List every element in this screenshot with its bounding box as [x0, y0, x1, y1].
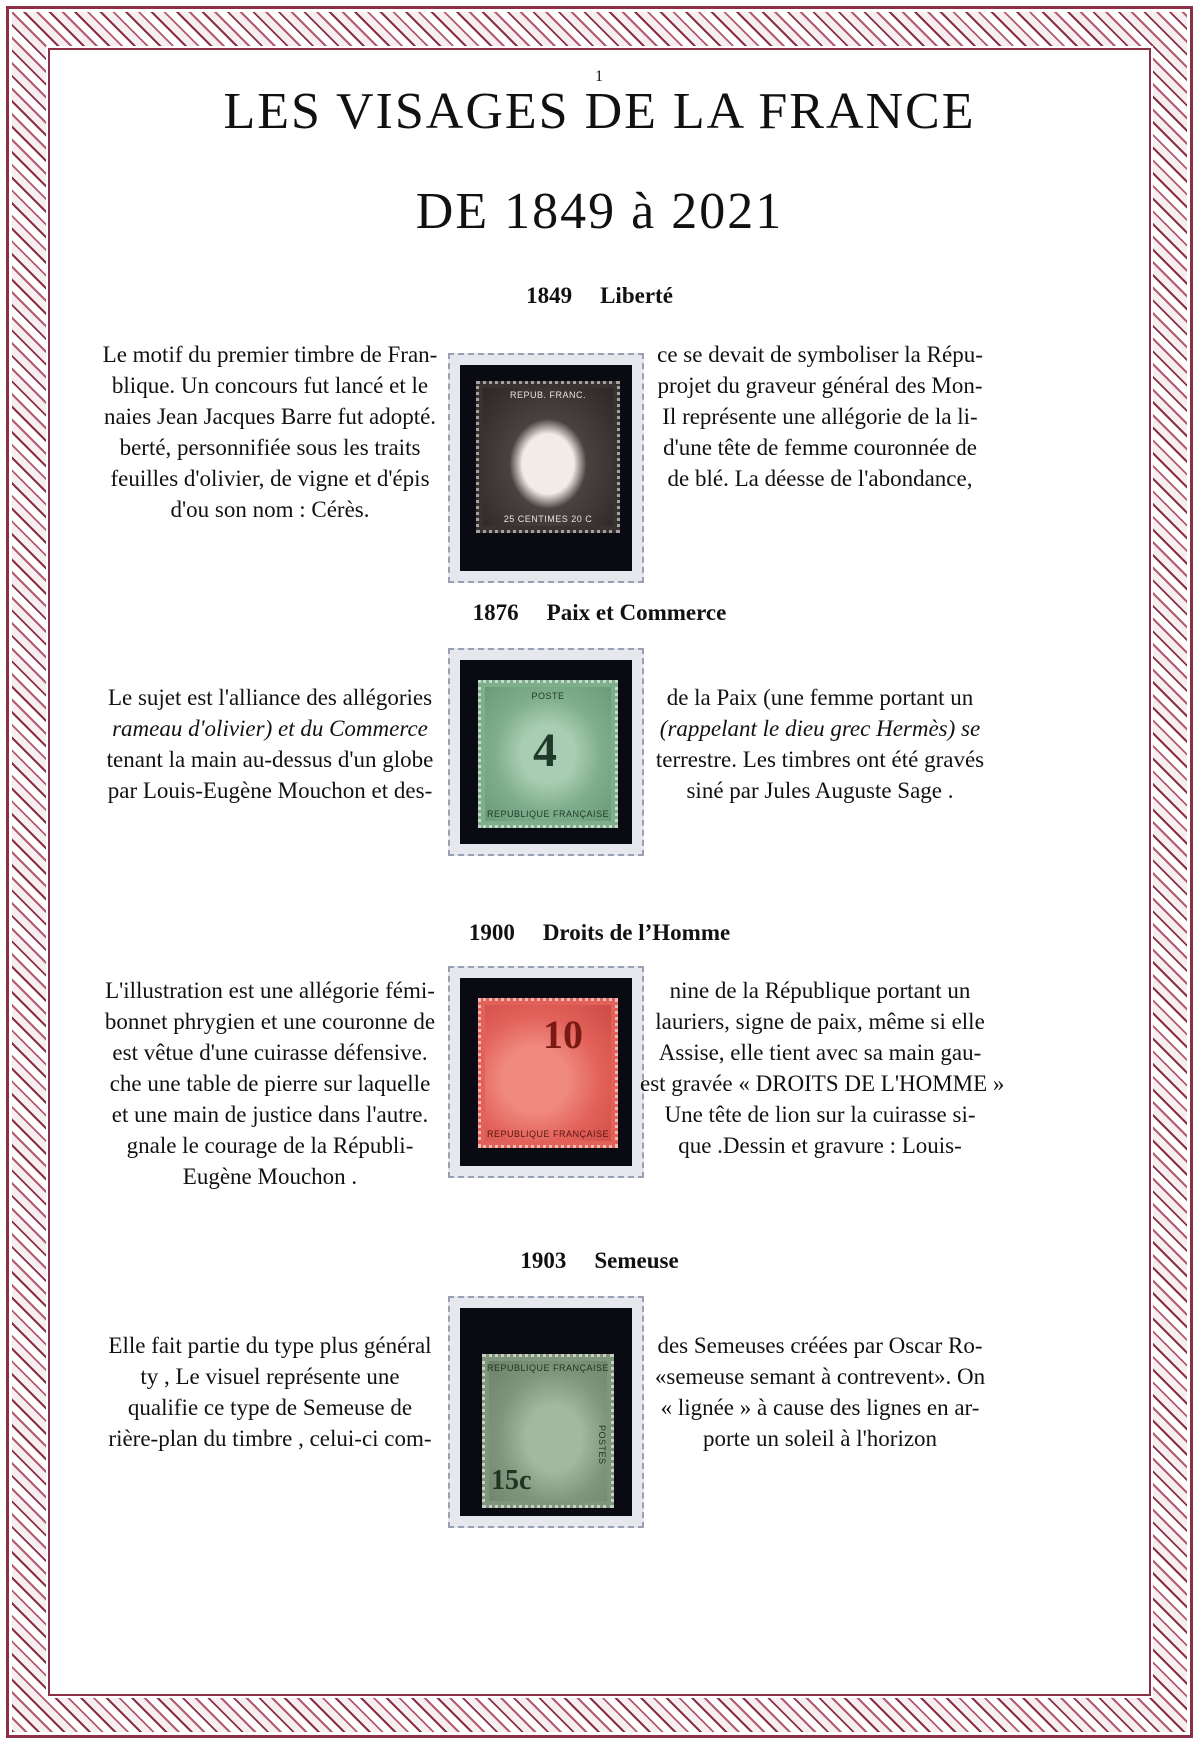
section-year: 1903 — [520, 1248, 567, 1273]
text-line: et une main de justice dans l'autre. — [111, 1102, 429, 1127]
text-line: qualifie ce type de Semeuse de — [127, 1395, 413, 1420]
stamp-mount-backing — [460, 660, 632, 844]
text-line: berté, personnifiée sous les traits — [119, 435, 421, 460]
section-text-right — [640, 975, 1005, 1161]
stamp-mount-1876 — [448, 648, 644, 856]
stamp-mount-1903 — [448, 1296, 644, 1528]
text-line: Assise, elle tient avec sa main gau- — [658, 1040, 982, 1065]
text-line: L'illustration est une allégorie fémi- — [105, 978, 435, 1003]
stamp-1876-paix-commerce — [478, 680, 618, 828]
section-year: 1849 — [526, 283, 573, 308]
section-year: 1876 — [472, 600, 519, 625]
text-line: «semeuse semant à contrevent». On — [654, 1364, 986, 1389]
text-line: projet du graveur général des Mon- — [657, 373, 983, 398]
stamp-top-label: REPUBLIQUE FRANÇAISE — [486, 1363, 610, 1373]
stamp-mount-backing — [460, 1308, 632, 1516]
text-line: (rappelant le dieu grec Hermès) se — [659, 716, 981, 741]
text-line: siné par Jules Auguste Sage . — [686, 778, 954, 803]
section-text-right — [640, 1330, 1000, 1454]
text-line: porte un soleil à l'horizon — [702, 1426, 938, 1451]
text-line: rameau d'olivier) et du Commerce — [112, 716, 428, 741]
section-text-right — [640, 339, 1000, 494]
section-heading-1876 — [0, 600, 1199, 626]
text-line: d'ou son nom : Cérès. — [170, 497, 370, 522]
stamp-mount-backing — [460, 978, 632, 1166]
text-line: rière-plan du timbre , celui-ci com- — [108, 1426, 432, 1451]
section-year: 1900 — [468, 920, 515, 945]
text-line: par Louis-Eugène Mouchon et des- — [107, 778, 433, 803]
stamp-value: 4 — [533, 724, 557, 777]
text-line: des Semeuses créées par Oscar Ro- — [657, 1333, 983, 1358]
stamp-1849-liberte — [476, 381, 620, 533]
stamp-mount-1849 — [448, 353, 644, 583]
text-line: Elle fait partie du type plus général — [108, 1333, 432, 1358]
text-line: tenant la main au-dessus d'un globe — [106, 747, 434, 772]
page-subtitle: DE 1849 à 2021 — [415, 183, 784, 240]
section-text-right — [640, 682, 1000, 806]
section-text-left — [95, 682, 445, 806]
page-number: 1 — [595, 68, 603, 85]
text-line: feuilles d'olivier, de vigne et d'épis — [110, 466, 430, 491]
text-line: blique. Un concours fut lancé et le — [111, 373, 429, 398]
stamp-side-label: POSTES — [597, 1425, 607, 1465]
section-heading-1900 — [0, 920, 1199, 946]
text-line: que .Dessin et gravure : Louis- — [678, 1133, 962, 1158]
text-line: naies Jean Jacques Barre fut adopté. — [103, 404, 437, 429]
page-title: LES VISAGES DE LA FRANCE — [223, 83, 976, 140]
stamp-value: 10 — [543, 1012, 583, 1057]
section-text-left — [95, 975, 445, 1192]
stamp-bottom-label: REPUBLIQUE FRANÇAISE — [486, 809, 610, 819]
stamp-top-label: REPUB. FRANC. — [509, 390, 586, 400]
text-line: est gravée « DROITS DE L'HOMME » — [640, 1071, 1005, 1096]
section-heading-1903 — [0, 1248, 1199, 1274]
stamp-portrait — [483, 388, 613, 526]
text-line: Eugène Mouchon . — [182, 1164, 358, 1189]
text-line: de blé. La déesse de l'abondance, — [667, 466, 973, 491]
text-line: che une table de pierre sur laquelle — [109, 1071, 431, 1096]
text-line: Le sujet est l'alliance des allégories — [107, 685, 433, 710]
text-line: lauriers, signe de paix, même si elle — [655, 1009, 985, 1034]
section-heading-1849 — [0, 283, 1199, 309]
section-name: Paix et Commerce — [546, 600, 727, 625]
text-line: ty , Le visuel représente une — [140, 1364, 400, 1389]
text-line: bonnet phrygien et une couronne de — [104, 1009, 436, 1034]
text-line: « lignée » à cause des lignes en ar- — [660, 1395, 980, 1420]
stamp-top-label: POSTE — [531, 691, 565, 701]
section-name: Liberté — [600, 283, 673, 308]
text-line: est vêtue d'une cuirasse défensive. — [112, 1040, 428, 1065]
text-line: Il représente une allégorie de la li- — [662, 404, 978, 429]
text-line: ce se devait de symboliser la Répu- — [657, 342, 983, 367]
text-line: Une tête de lion sur la cuirasse si- — [664, 1102, 976, 1127]
section-name: Semeuse — [594, 1248, 679, 1273]
stamp-1900-droits-homme — [478, 998, 618, 1148]
text-line: nine de la République portant un — [669, 978, 971, 1003]
text-line: Le motif du premier timbre de Fran- — [102, 342, 438, 367]
text-line: de la Paix (une femme portant un — [666, 685, 974, 710]
section-text-left — [95, 339, 445, 525]
text-line: d'une tête de femme couronnée de — [663, 435, 977, 460]
stamp-value: 15c — [491, 1465, 532, 1496]
stamp-bottom-label: REPUBLIQUE FRANÇAISE — [486, 1129, 610, 1139]
stamp-mount-backing — [460, 365, 632, 571]
section-name: Droits de l’Homme — [542, 920, 731, 945]
stamp-bottom-label: 25 CENTIMES 20 C — [503, 514, 593, 524]
text-line: gnale le courage de la Républi- — [126, 1133, 414, 1158]
section-text-left — [95, 1330, 445, 1454]
stamp-1903-semeuse — [482, 1354, 614, 1508]
text-line: terrestre. Les timbres ont été gravés — [655, 747, 985, 772]
stamp-mount-1900 — [448, 966, 644, 1178]
